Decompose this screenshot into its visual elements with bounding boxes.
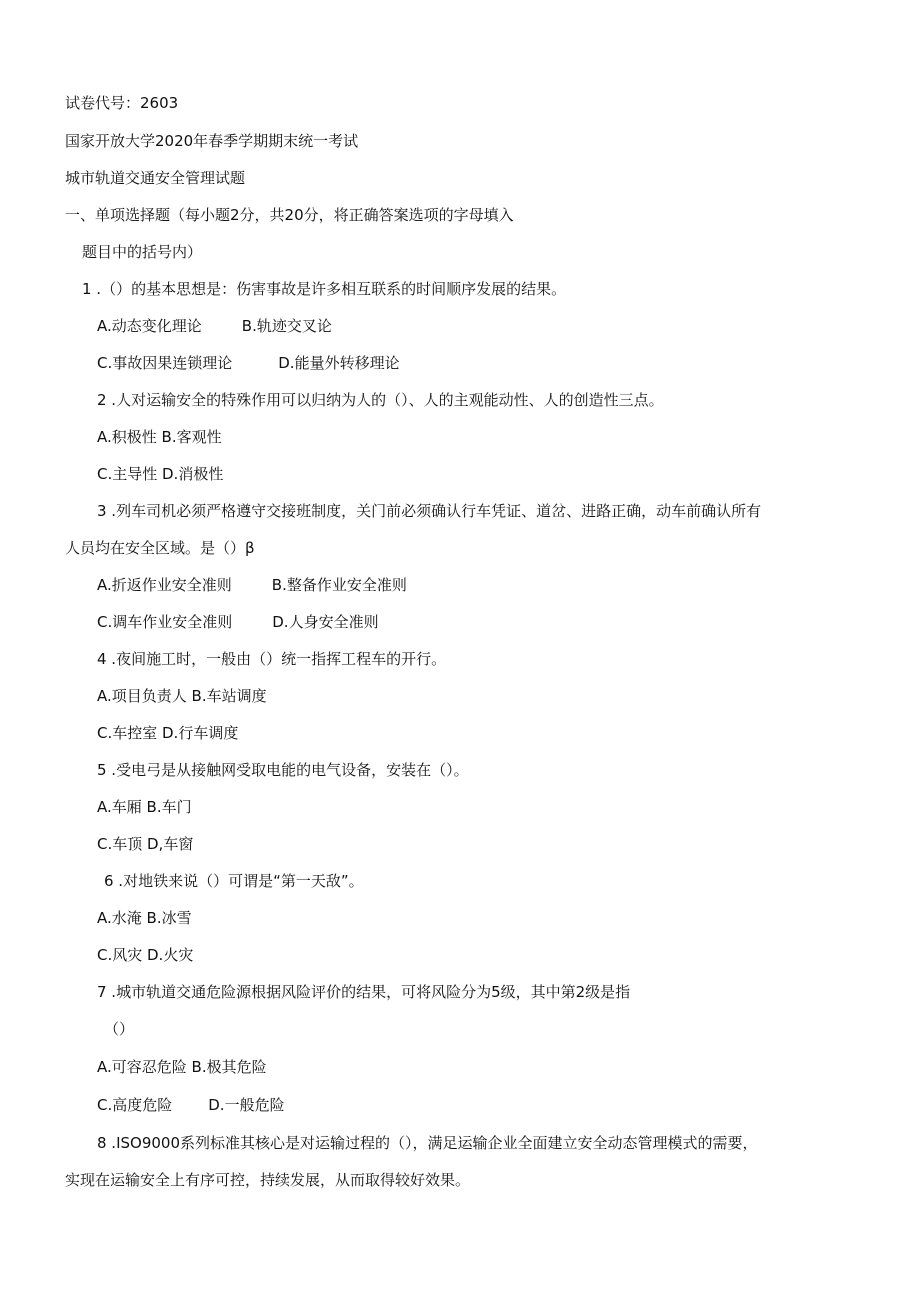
- option-d: D.一般危险: [208, 1096, 285, 1114]
- option-b: B.整备作业安全准则: [271, 576, 407, 594]
- question-4-options-cd: C.车控室 D.行车调度: [97, 724, 239, 742]
- question-5-options-ab: A.车厢 B.车门: [97, 798, 192, 816]
- option-c: C.事故因果连锁理论: [97, 354, 233, 372]
- option-c: C.高度危险: [97, 1096, 173, 1114]
- exam-code: 试卷代号：2603: [65, 94, 179, 112]
- option-c: C.调车作业安全准则: [97, 613, 233, 631]
- question-5-stem: 5 .受电弓是从接触网受取电能的电气设备，安装在（）。: [97, 761, 469, 779]
- option-d: D.能量外转移理论: [278, 354, 400, 372]
- question-7-options-ab: A.可容忍危险 B.极其危险: [97, 1058, 267, 1076]
- exam-name: 国家开放大学2020年春季学期期末统一考试: [65, 132, 359, 150]
- question-2-options-cd: C.主导性 D.消极性: [97, 465, 224, 483]
- option-a: A.折返作业安全准则: [97, 576, 232, 594]
- question-1-stem: 1 .（）的基本思想是：伤害事故是许多相互联系的时间顺序发展的结果。: [82, 280, 567, 298]
- question-4-stem: 4 .夜间施工时，一般由（）统一指挥工程车的开行。: [97, 650, 447, 668]
- question-3-options-cd: [97, 612, 379, 632]
- question-2-stem: 2 .人对运输安全的特殊作用可以归纳为人的（）、人的主观能动性、人的创造性三点。: [97, 391, 664, 409]
- option-a: A.动态变化理论: [97, 317, 202, 335]
- question-5-options-cd: C.车顶 D,车窗: [97, 835, 194, 853]
- question-7-stem: 7 .城市轨道交通危险源根据风险评价的结果，可将风险分为5级，其中第2级是指: [97, 983, 631, 1001]
- question-6-options-ab: A.水淹 B.冰雪: [97, 909, 192, 927]
- paper-title: 城市轨道交通安全管理试题: [65, 169, 246, 187]
- section-heading: 一、单项选择题（每小题2分，共20分，将正确答案选项的字母填入: [65, 206, 514, 224]
- question-1-options-ab: [97, 316, 332, 336]
- question-2-options-ab: A.积极性 B.客观性: [97, 428, 222, 446]
- question-7-stem-cont: （）: [104, 1020, 135, 1038]
- question-1-options-cd: [97, 353, 400, 373]
- option-b: B.轨迹交叉论: [241, 317, 332, 335]
- section-heading-cont: 题目中的括号内）: [82, 243, 203, 261]
- question-3-stem: 3 .列车司机必须严格遵守交接班制度，关门前必须确认行车凭证、道岔、进路正确，动车前确认所有: [97, 502, 762, 520]
- question-3-options-ab: [97, 575, 407, 595]
- question-4-options-ab: A.项目负责人 B.车站调度: [97, 687, 267, 705]
- question-7-options-cd: [97, 1095, 285, 1115]
- question-8-stem: 8 .ISO9000系列标准其核心是对运输过程的（），满足运输企业全面建立安全动态管理模式的需要，: [97, 1134, 758, 1152]
- question-6-options-cd: C.风灾 D.火灾: [97, 946, 194, 964]
- question-8-stem-cont: 实现在运输安全上有序可控，持续发展，从而取得较好效果。: [65, 1171, 471, 1189]
- question-6-stem: 6 .对地铁来说（）可谓是“第一天敌”。: [104, 872, 364, 890]
- question-3-stem-cont: 人员均在安全区域。是（）β: [65, 539, 255, 557]
- option-d: D.人身安全准则: [272, 613, 379, 631]
